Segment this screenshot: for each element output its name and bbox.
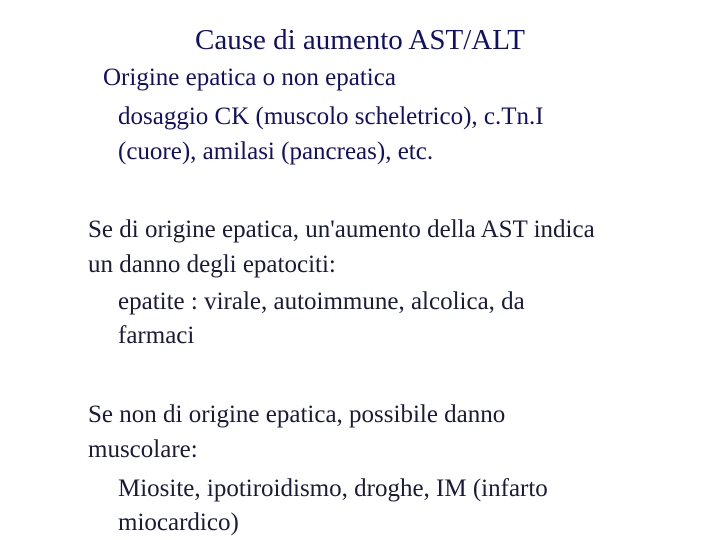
section3-heading-line-2: muscolare: xyxy=(88,436,198,463)
slide-title: Cause di aumento AST/ALT xyxy=(195,24,525,56)
section1-detail-line-2: (cuore), amilasi (pancreas), etc. xyxy=(118,138,434,165)
section3-heading-line-1: Se non di origine epatica, possibile danno xyxy=(88,401,506,428)
section2-heading-line-1: Se di origine epatica, un'aumento della AST indica xyxy=(88,216,595,243)
section1-heading: Origine epatica o non epatica xyxy=(103,64,396,91)
section2-heading-line-2: un danno degli epatociti: xyxy=(88,251,336,278)
section2-detail-line-1: epatite : virale, autoimmune, alcolica, da xyxy=(118,288,525,315)
section2-detail-line-2: farmaci xyxy=(118,322,195,349)
section3-detail-line-1: Miosite, ipotiroidismo, droghe, IM (infarto xyxy=(118,475,548,502)
section3-detail-line-2: miocardico) xyxy=(118,509,239,536)
section1-detail-line-1: dosaggio CK (muscolo scheletrico), c.Tn.I xyxy=(118,103,544,130)
